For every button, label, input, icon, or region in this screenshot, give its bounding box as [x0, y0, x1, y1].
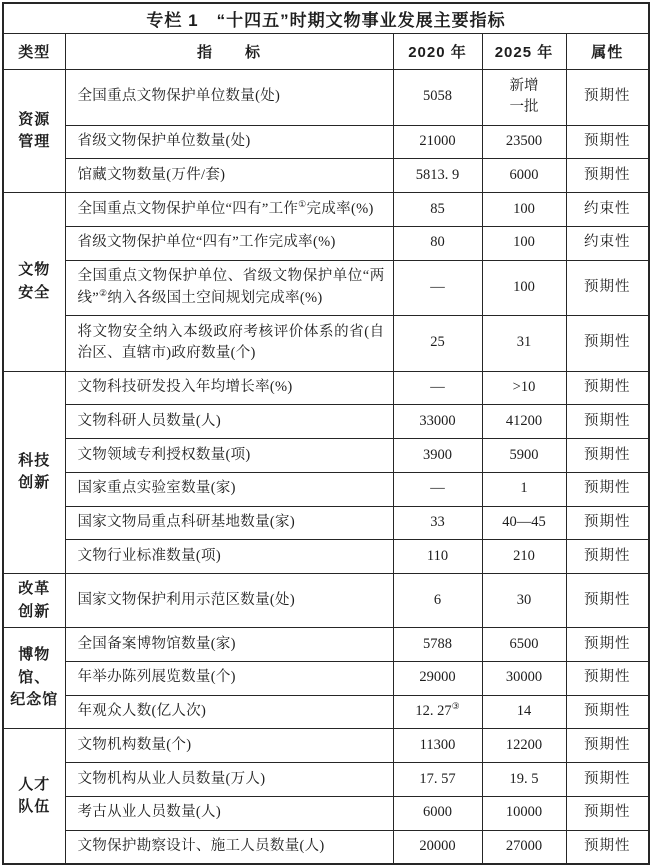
attribute-label: 约束性 — [566, 226, 649, 260]
section-type-label: 改革 创新 — [3, 574, 65, 628]
attribute-label: 预期性 — [566, 70, 649, 126]
value-2025: >10 — [482, 371, 566, 405]
col-header-2020: 2020 年 — [393, 34, 482, 70]
attribute-label: 预期性 — [566, 506, 649, 540]
attribute-label: 预期性 — [566, 472, 649, 506]
attribute-label: 预期性 — [566, 830, 649, 864]
indicator-label: 文物机构从业人员数量(万人) — [65, 763, 393, 797]
value-2020: 21000 — [393, 125, 482, 159]
value-2020: 6 — [393, 574, 482, 628]
section-type-label: 博物馆、 纪念馆 — [3, 628, 65, 729]
indicator-label: 年观众人数(亿人次) — [65, 695, 393, 729]
attribute-label: 预期性 — [566, 796, 649, 830]
attribute-label: 预期性 — [566, 125, 649, 159]
indicator-label: 国家文物保护利用示范区数量(处) — [65, 574, 393, 628]
value-2025: 14 — [482, 695, 566, 729]
table-row — [3, 695, 649, 729]
title-row — [3, 3, 649, 34]
attribute-label: 预期性 — [566, 540, 649, 574]
indicator-label: 省级文物保护单位数量(处) — [65, 125, 393, 159]
value-2020: 29000 — [393, 661, 482, 695]
col-header-indicator: 指 标 — [65, 34, 393, 70]
value-2025: 5900 — [482, 439, 566, 473]
attribute-label: 预期性 — [566, 628, 649, 662]
value-2025: 6000 — [482, 159, 566, 193]
value-2020: 85 — [393, 193, 482, 227]
table-row — [3, 371, 649, 405]
indicator-label: 全国重点文物保护单位数量(处) — [65, 70, 393, 126]
indicator-label: 将文物安全纳入本级政府考核评价体系的省(自治区、直辖市)政府数量(个) — [65, 316, 393, 372]
section-type-label: 资源 管理 — [3, 70, 65, 193]
attribute-label: 预期性 — [566, 729, 649, 763]
attribute-label: 预期性 — [566, 763, 649, 797]
value-2025: 210 — [482, 540, 566, 574]
table-row — [3, 70, 649, 126]
table-row — [3, 506, 649, 540]
table-row — [3, 439, 649, 473]
value-2025: 30000 — [482, 661, 566, 695]
table-row — [3, 628, 649, 662]
indicator-table — [2, 2, 650, 865]
table-row — [3, 796, 649, 830]
attribute-label: 预期性 — [566, 695, 649, 729]
value-2020: 5788 — [393, 628, 482, 662]
value-2020: — — [393, 371, 482, 405]
table-row — [3, 574, 649, 628]
table-body — [3, 70, 649, 865]
table-row — [3, 226, 649, 260]
attribute-label: 预期性 — [566, 661, 649, 695]
attribute-label: 预期性 — [566, 574, 649, 628]
indicator-label: 年举办陈列展览数量(个) — [65, 661, 393, 695]
indicator-label: 全国重点文物保护单位“四有”工作①完成率(%) — [65, 193, 393, 227]
table-row — [3, 763, 649, 797]
table-row — [3, 193, 649, 227]
attribute-label: 预期性 — [566, 405, 649, 439]
indicator-label: 考古从业人员数量(人) — [65, 796, 393, 830]
value-2020: 33 — [393, 506, 482, 540]
col-header-2025: 2025 年 — [482, 34, 566, 70]
value-2025: 40—45 — [482, 506, 566, 540]
table-row — [3, 830, 649, 864]
table-row — [3, 316, 649, 372]
indicator-label: 文物科技研发投入年均增长率(%) — [65, 371, 393, 405]
value-2020: 6000 — [393, 796, 482, 830]
table-row — [3, 159, 649, 193]
indicator-label: 文物领域专利授权数量(项) — [65, 439, 393, 473]
value-2020: 80 — [393, 226, 482, 260]
indicator-label: 文物行业标准数量(项) — [65, 540, 393, 574]
value-2025: 23500 — [482, 125, 566, 159]
indicator-label: 国家重点实验室数量(家) — [65, 472, 393, 506]
value-2020: 110 — [393, 540, 482, 574]
value-2025: 27000 — [482, 830, 566, 864]
table-row — [3, 661, 649, 695]
value-2020: 12. 27③ — [393, 695, 482, 729]
table-row — [3, 405, 649, 439]
value-2020: 11300 — [393, 729, 482, 763]
attribute-label: 预期性 — [566, 260, 649, 316]
indicator-label: 全国备案博物馆数量(家) — [65, 628, 393, 662]
value-2025: 30 — [482, 574, 566, 628]
attribute-label: 预期性 — [566, 371, 649, 405]
table-row — [3, 125, 649, 159]
value-2020: 3900 — [393, 439, 482, 473]
value-2020: 5058 — [393, 70, 482, 126]
table-row — [3, 260, 649, 316]
value-2025: 41200 — [482, 405, 566, 439]
value-2025: 19. 5 — [482, 763, 566, 797]
attribute-label: 预期性 — [566, 439, 649, 473]
section-type-label: 人才 队伍 — [3, 729, 65, 865]
value-2025: 100 — [482, 193, 566, 227]
value-2025: 新增 一批 — [482, 70, 566, 126]
indicator-label: 省级文物保护单位“四有”工作完成率(%) — [65, 226, 393, 260]
value-2020: 5813. 9 — [393, 159, 482, 193]
value-2020: 17. 57 — [393, 763, 482, 797]
table-row — [3, 540, 649, 574]
value-2025: 1 — [482, 472, 566, 506]
attribute-label: 约束性 — [566, 193, 649, 227]
col-header-attr: 属性 — [566, 34, 649, 70]
table-row — [3, 729, 649, 763]
section-type-label: 文物 安全 — [3, 193, 65, 372]
indicator-label: 全国重点文物保护单位、省级文物保护单位“两线”②纳入各级国土空间规划完成率(%) — [65, 260, 393, 316]
indicator-label: 文物科研人员数量(人) — [65, 405, 393, 439]
value-2020: 20000 — [393, 830, 482, 864]
value-2020: 25 — [393, 316, 482, 372]
table-title: 专栏 1 “十四五”时期文物事业发展主要指标 — [3, 3, 649, 34]
col-header-type: 类型 — [3, 34, 65, 70]
attribute-label: 预期性 — [566, 159, 649, 193]
value-2025: 31 — [482, 316, 566, 372]
indicator-label: 文物保护勘察设计、施工人员数量(人) — [65, 830, 393, 864]
value-2025: 100 — [482, 260, 566, 316]
section-type-label: 科技 创新 — [3, 371, 65, 574]
value-2025: 100 — [482, 226, 566, 260]
header-row — [3, 34, 649, 70]
value-2020: — — [393, 260, 482, 316]
value-2025: 12200 — [482, 729, 566, 763]
value-2020: — — [393, 472, 482, 506]
value-2025: 6500 — [482, 628, 566, 662]
value-2025: 10000 — [482, 796, 566, 830]
indicator-label: 国家文物局重点科研基地数量(家) — [65, 506, 393, 540]
table-row — [3, 472, 649, 506]
attribute-label: 预期性 — [566, 316, 649, 372]
value-2020: 33000 — [393, 405, 482, 439]
indicator-label: 文物机构数量(个) — [65, 729, 393, 763]
indicator-label: 馆藏文物数量(万件/套) — [65, 159, 393, 193]
